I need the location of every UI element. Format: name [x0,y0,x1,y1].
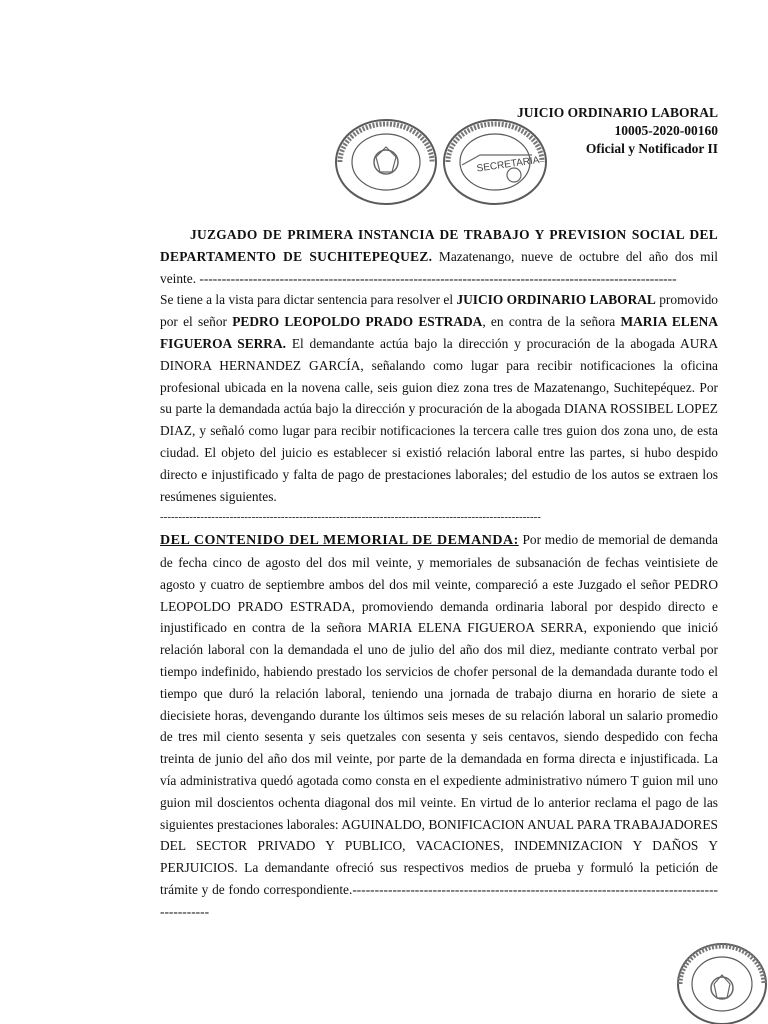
court-seal-stamp-left [332,117,440,207]
defendant-name: MARIA ELENA FIGUEROA SERRA. [160,314,718,351]
para2-text-c: promovido por el señor [160,292,718,330]
parties-paragraph [160,289,718,507]
opening-paragraph [160,224,718,289]
plaintiff-name: PEDRO LEOPOLDO PRADO ESTRADA [232,314,483,330]
court-seal-stamp-bottom [672,938,768,1024]
para2-text-g: El demandante actúa bajo la dirección y procuración de la abogada AURA DINORA HERNANDEZ GARCÍA, señalando como lugar para recibir notificaciones la oficina profesional ubicada en la novena calle, seis guion diez zona tres de Mazatenango, Suchitepéquez. Por su parte la demandada actúa bajo la dirección y procuración de la abogada DIANA ROSSIBEL LOPEZ DIAZ, y señaló como lugar para recibir notificaciones la tercera calle tres guion dos zona uno, de esta ciudad. El objeto del juicio es establecer si existió relación laboral entre las partes, si hubo despido directo e injustificado y falta de pago de prestaciones laborales; del estudio de los autos se extraen los resúmenes siguientes. [160,335,718,504]
para2-text-e: , en contra de la señora [482,314,621,330]
section-title: DEL CONTENIDO DEL MEMORIAL DE DEMANDA: [160,533,519,549]
memorial-text: Por medio de memorial de demanda de fecha cinco de agosto del dos mil veinte, y memoriales de subsanación de fechas veintisiete de agosto y cuatro de septiembre ambos del dos mil veinte, compareció a este Juzgado el señor PEDRO LEOPOLDO PRADO ESTRADA, promoviendo demanda ordinaria laboral por despido directo e injustificado en contra de la señora MARIA ELENA FIGUEROA SERRA, exponiendo que inició relación laboral con la demandada el uno de julio del año dos mil diez, mediante contrato verbal por tiempo indefinido, habiendo prestado los servicios de chofer personal de la demandada durante todo el tiempo que duró la relación laboral, teniendo una jornada de trabajo diurna en horario de siete a diecisiete horas, devengando durante los últimos seis meses de su relación laboral un salario promedio de tres mil ciento sesenta y seis quetzales con sesenta y seis centavos, siendo despedido con fecha treinta de junio del año dos mil veinte, por parte de la demandada en forma directa e injustificada. La vía administrativa quedó agotada como consta en el expediente administrativo número T guion mil uno guion mil doscientos ochenta diagonal dos mil veinte. En virtud de lo anterior reclama el pago de las siguientes prestaciones laborales: AGUINALDO, BONIFICACION ANUAL PARA TRABAJADORES DEL SECTOR PRIVADO Y PUBLICO, VACACIONES, INDEMNIZACION Y DAÑOS Y PERJUICIOS. La demandante ofreció sus respectivos medios de prueba y formuló la petición de trámite y de fondo correspondiente.--------------------------------------------------------------------------------------------- [160,532,718,919]
memorial-paragraph [160,529,718,922]
case-type-inline: JUICIO ORDINARIO LABORAL [456,292,656,308]
case-type: JUICIO ORDINARIO LABORAL [516,105,718,120]
case-header [517,104,718,158]
secretaria-stamp-label: SECRETARIA [476,154,541,175]
separator-dashes: -------------------------------------------------------------------------------------------------------- [160,511,541,524]
date-line: Mazatenango, nueve de octubre del año dos mil veinte. ----------------------------------------------------------------------------------------------------------- [160,248,719,286]
document-body [160,224,718,923]
officer-title: Oficial y Notificador II [585,141,718,156]
case-number: 10005-2020-00160 [614,123,718,138]
para2-text-a: Se tiene a la vista para dictar sentencia para resolver el [160,292,457,308]
court-name: JUZGADO DE PRIMERA INSTANCIA DE TRABAJO Y PREVISION SOCIAL DEL DEPARTAMENTO DE SUCHITEPEQUEZ. [160,227,718,264]
